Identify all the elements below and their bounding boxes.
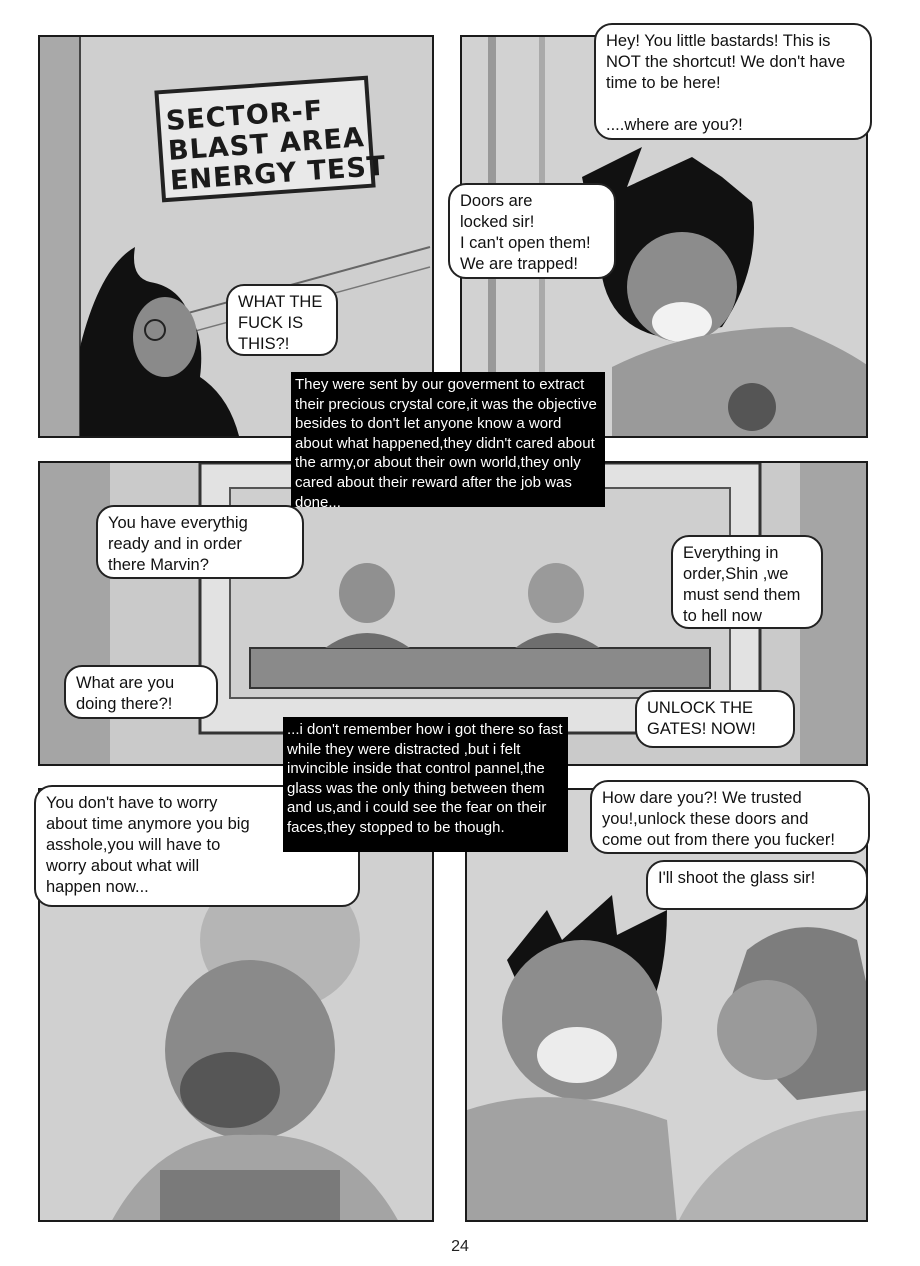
speech-bubble-unlock-gates: UNLOCK THE GATES! NOW!	[635, 690, 795, 748]
speech-bubble-where-are-you: Hey! You little bastards! This is NOT the shortcut! We don't have time to be here! ....where are you?!	[594, 23, 872, 140]
speech-bubble-what-the: WHAT THE FUCK IS THIS?!	[226, 284, 338, 356]
panel-commander-and-soldier-art	[467, 790, 868, 1222]
narration-caption-control-panel: ...i don't remember how i got there so fast while they were distracted ,but i felt invincible inside that control pannel,the glass was the only thing between them and us,and i could see the fear on their faces,they stopped to be though.	[283, 717, 568, 852]
speech-bubble-what-doing: What are you doing there?!	[64, 665, 218, 719]
speech-bubble-dont-worry: You don't have to worry about time anymore you big asshole,you will have to worry about what will happen now...	[34, 785, 360, 907]
page-number: 24	[451, 1238, 469, 1255]
speech-bubble-doors-locked: Doors are locked sir! I can't open them! We are trapped!	[448, 183, 616, 279]
speech-bubble-shoot-glass: I'll shoot the glass sir!	[646, 860, 868, 910]
speech-bubble-in-order: Everything in order,Shin ,we must send them to hell now	[671, 535, 823, 629]
sector-sign-text: SECTOR-F BLAST AREA ENERGY TEST	[164, 95, 388, 197]
speech-bubble-ready: You have everythig ready and in order there Marvin?	[96, 505, 304, 579]
narration-caption-government: They were sent by our goverment to extract their precious crystal core,it was the objective besides to don't let anyone know a word about what happened,they didn't cared about the army,or about their own world,they only cared about their reward after the job was done...	[291, 372, 605, 507]
speech-bubble-how-dare-you: How dare you?! We trusted you!,unlock these doors and come out from there you fucker!	[590, 780, 870, 854]
